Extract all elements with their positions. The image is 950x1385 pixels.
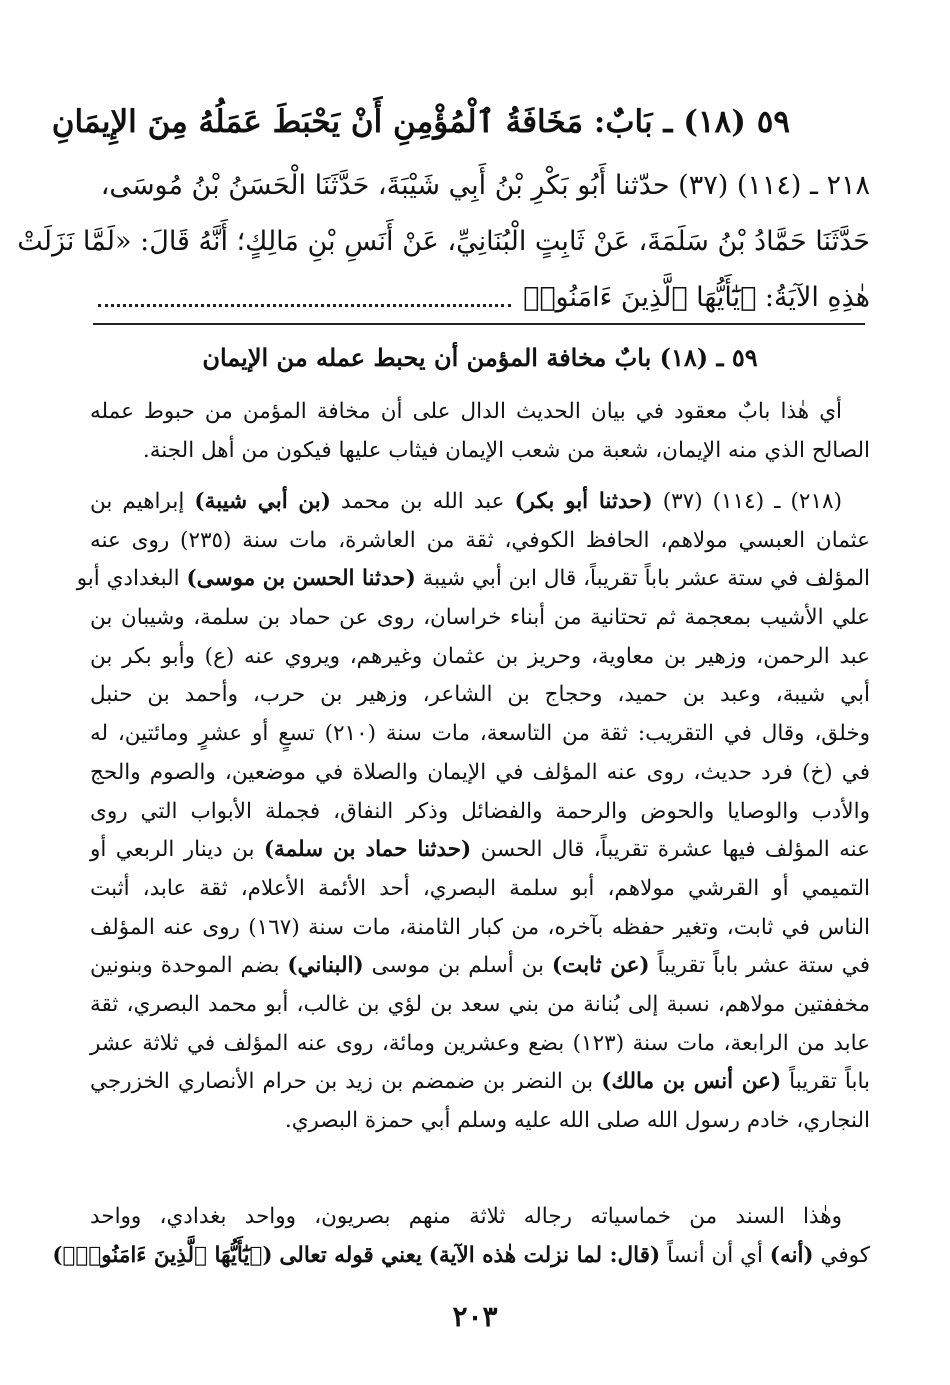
text-line: كوفي (أنه) أي أن أنساً (قال: لما نزلت هٰذه الآية) يعني قوله تعالى (﴿يَٰٓأَيُّهَا ٱلَّذِينَ ءَامَنُوا۟﴾) <box>52 1242 870 1268</box>
bold-term: (حدثنا أبو بكر) <box>514 489 653 514</box>
text-line: باباً تقريباً (عن أنس بن مالك) بن النضر بن ضمضم بن زيد بن حرام الأنصاري الخزرجي <box>90 1069 870 1095</box>
hadith-line: ٢١٨ ـ (١١٤) (٣٧) حدّثنا أَبُو بَكْرِ بْنُ أَبِي شَيْبَةَ، حَدَّثَنَا الْحَسَنُ بْنُ مُوسَى، <box>100 170 870 201</box>
commentary-title: ٥٩ ـ (١٨) بابٌ مخافة المؤمن أن يحبط عمله من الإيمان <box>202 343 758 372</box>
text-line: عثمان العبسي مولاهم، الحافظ الكوفي، ثقة من العاشرة، مات سنة (٢٣٥) روى عنه <box>90 527 870 553</box>
hadith-line <box>90 270 870 326</box>
page-number: ٢٠٣ <box>452 1300 498 1333</box>
text-line: (٢١٨) ـ (١١٤) (٣٧) (حدثنا أبو بكر) عبد الله بن محمد (بن أبي شيبة) إبراهيم بن <box>90 489 842 514</box>
text-line: في (خ) فرد حديث، روى عنه المؤلف في الإيمان والصلاة في موضعين، والصوم والحج <box>90 759 870 785</box>
hadith-chapter-title: ٥٩ (١٨) ـ بَابٌ: مَخَافَةُ ٱلْمُؤْمِنِ أَنْ يَحْبَطَ عَمَلُهُ مِنَ الإِيمَانِ <box>51 104 790 140</box>
hadith-text <box>17 158 870 326</box>
hadith-line-text: هٰذِهِ الآيَةُ: ﴿يَٰٓأَيُّهَا ٱلَّذِينَ ءَامَنُوا۟ <box>523 282 870 313</box>
bold-term: (قال: لما نزلت هٰذه الآية) <box>428 1242 661 1268</box>
bold-term: (حدثنا حماد بن سلمة) <box>263 837 472 863</box>
text-line: عابد من الرابعة، مات سنة (١٢٣) بضع وعشرين ومائة، روى عنه المؤلف في ثلاثة عشر <box>90 1030 870 1056</box>
text-line: وهٰذا السند من خماسياته رجاله ثلاثة منهم بصريون، وواحد بغدادي، وواحد <box>90 1204 842 1229</box>
text-line: المؤلف في ستة عشر باباً تقريباً، قال ابن أبي شيبة (حدثنا الحسن بن موسى) البغدادي أبو <box>76 566 870 592</box>
text-line: في ستة عشر باباً تقريباً (عن ثابت) بن أسلم بن موسى (البناني) بضم الموحدة وبنونين <box>90 953 870 979</box>
text-line: مخففتين مولاهم، نسبة إلى بُنانة من بني سعد بن لؤي بن غالب، أبو محمد البصري، ثقة <box>90 991 870 1017</box>
text-line: والأدب والوصايا والحوض والرحمة والفضائل وذكر النفاق، فجملة الأبواب التي روى <box>90 798 870 824</box>
text-line: عبد الرحمن، وزهير بن معاوية، وحريز بن عثمان وغيرهم، ويروي عنه (ع) وأبو بكر بن <box>90 643 870 669</box>
paragraph-2 <box>76 483 871 1141</box>
text-line: أي هٰذا بابٌ معقود في بيان الحديث الدال على أن مخافة المؤمن من حبوط عمله <box>90 399 842 424</box>
text-line: التميمي أو القرشي مولاهم، أبو سلمة البصري، أحد الأئمة الأعلام، ثقة عابد، أثبت <box>90 875 870 901</box>
bold-term: (البناني) <box>287 953 364 979</box>
bold-term: (عن أنس بن مالك) <box>601 1069 782 1095</box>
text-line: الصالح الذي منه الإيمان، شعبة من شعب الإيمان فيثاب عليها فيكون من أهل الجنة. <box>142 437 870 463</box>
bold-term: (أنه) <box>769 1242 814 1268</box>
bold-term: (﴿يَٰٓأَيُّهَا ٱلَّذِينَ ءَامَنُوا۟﴾) <box>52 1242 273 1268</box>
bold-term: (حدثنا الحسن بن موسى) <box>186 566 416 592</box>
paragraph-1 <box>90 393 870 470</box>
separator-rule <box>93 323 865 325</box>
bold-term: (عن ثابت) <box>551 953 650 979</box>
text-line: النجاري، خادم رسول الله صلى الله عليه وسلم أبي حمزة البصري. <box>284 1108 870 1133</box>
text-line: عنه المؤلف فيها عشرة تقريباً، قال الحسن (حدثنا حماد بن سلمة) بن دينار الربعي أو <box>90 837 870 863</box>
hadith-line: حَدَّثَنَا حَمَّادُ بْنُ سَلَمَةَ، عَنْ ثَابِتٍ الْبُنَانِيِّ، عَنْ أَنَسِ بْنِ مَالِكٍ؛ أَنَّهُ قَالَ: «لَمَّا نَزَلَتْ <box>17 226 870 257</box>
text-line: علي الأشيب بمعجمة ثم تحتانية من أبناء خراسان، روى عن حماد بن سلمة، وشيبان بن <box>90 605 870 631</box>
paragraph-3 <box>52 1198 870 1275</box>
ellipsis-dots <box>98 304 511 307</box>
text-line: أبي شيبة، وعبد بن حميد، وحجاج بن الشاعر، وزهير بن حرب، وأحمد بن حنبل <box>90 682 870 708</box>
text-line: وخلق، وقال في التقريب: ثقة من التاسعة، مات سنة (٢١٠) تسعٍ أو عشرٍ ومائتين، له <box>90 721 871 747</box>
bold-term: (بن أبي شيبة) <box>194 489 331 514</box>
text-line: الناس في ثابت، وتغير حفظه بآخره، من كبار الثامنة، مات سنة (١٦٧) روى عنه المؤلف <box>90 914 870 940</box>
